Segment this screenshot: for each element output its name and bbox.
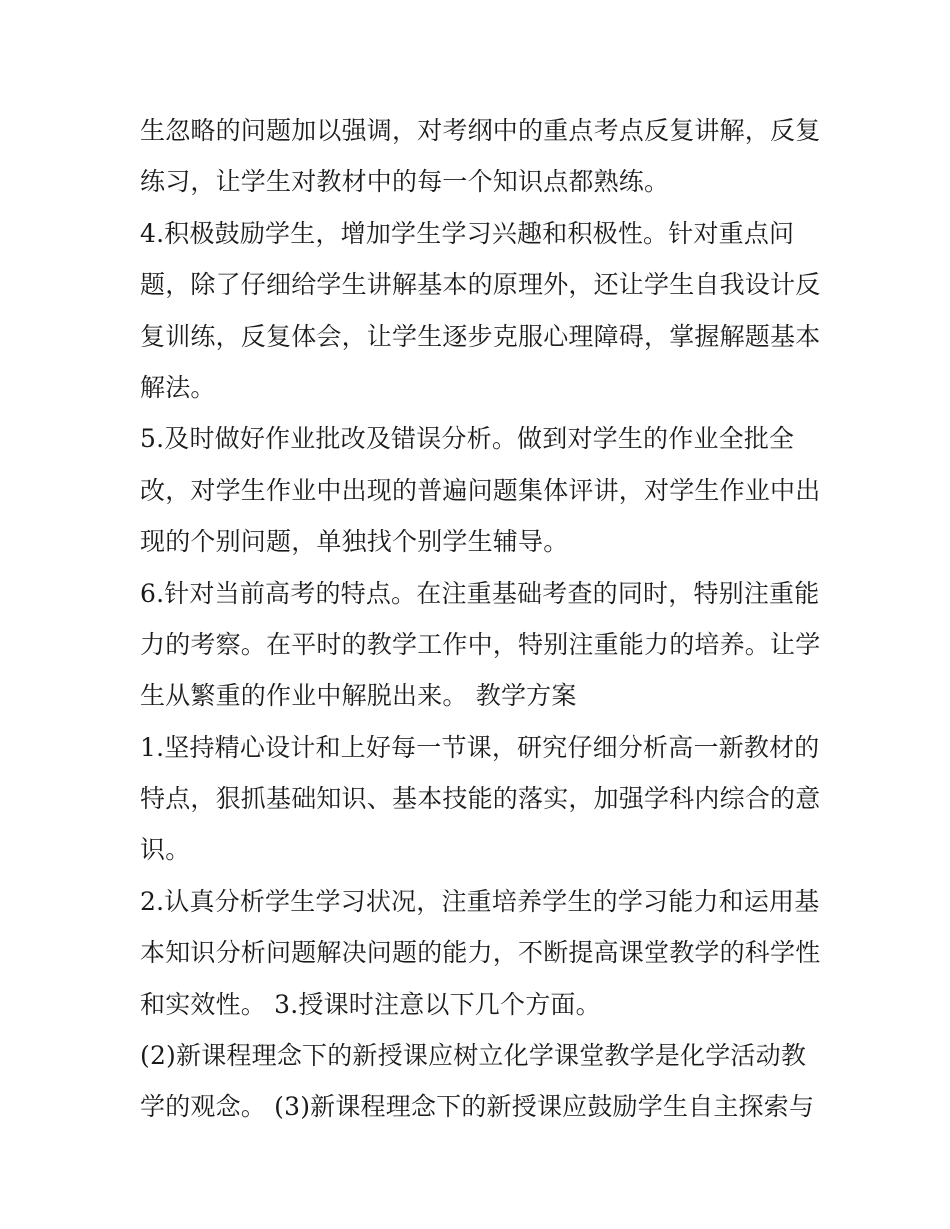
- text-line: (2)新课程理念下的新授课应树立化学课堂教学是化学活动教: [140, 1041, 807, 1071]
- text-line: 识。: [140, 835, 191, 865]
- text-line: 复训练，反复体会，让学生逐步克服心理障碍，掌握解题基本: [140, 321, 821, 351]
- text-line: 学的观念。 (3)新课程理念下的新授课应鼓励学生自主探索与: [140, 1092, 815, 1122]
- text-line: 生忽略的问题加以强调，对考纲中的重点考点反复讲解，反复: [140, 116, 821, 145]
- text-line: 生从繁重的作业中解脱出来。 教学方案: [140, 681, 577, 711]
- text-line: 和实效性。 3.授课时注意以下几个方面。: [140, 989, 601, 1019]
- body-text: [140, 105, 820, 1133]
- text-line: 1.坚持精心设计和上好每一节课，研究仔细分析高一新教材的: [140, 732, 820, 762]
- text-line: 本知识分析问题解决问题的能力，不断提高课堂教学的科学性: [140, 938, 821, 968]
- text-line: 5.及时做好作业批改及错误分析。做到对学生的作业全批全: [140, 424, 795, 454]
- text-line: 6.针对当前高考的特点。在注重基础考查的同时，特别注重能: [140, 578, 820, 608]
- text-line: 2.认真分析学生学习状况，注重培养学生的学习能力和运用基: [140, 886, 820, 916]
- text-line: 解法。: [140, 372, 216, 402]
- text-line: 改，对学生作业中出现的普遍问题集体评讲，对学生作业中出: [140, 475, 821, 505]
- text-line: 练习，让学生对教材中的每一个知识点都熟练。: [140, 167, 670, 197]
- text-line: 现的个别问题，单独找个别学生辅导。: [140, 527, 569, 557]
- text-line: 4.积极鼓励学生，增加学生学习兴趣和积极性。针对重点问: [140, 218, 795, 248]
- text-line: 力的考察。在平时的教学工作中，特别注重能力的培养。让学: [140, 629, 821, 659]
- text-line: 特点，狠抓基础知识、基本技能的落实，加强学科内综合的意: [140, 784, 821, 814]
- text-line: 题，除了仔细给学生讲解基本的原理外，还让学生自我设计反: [140, 270, 821, 300]
